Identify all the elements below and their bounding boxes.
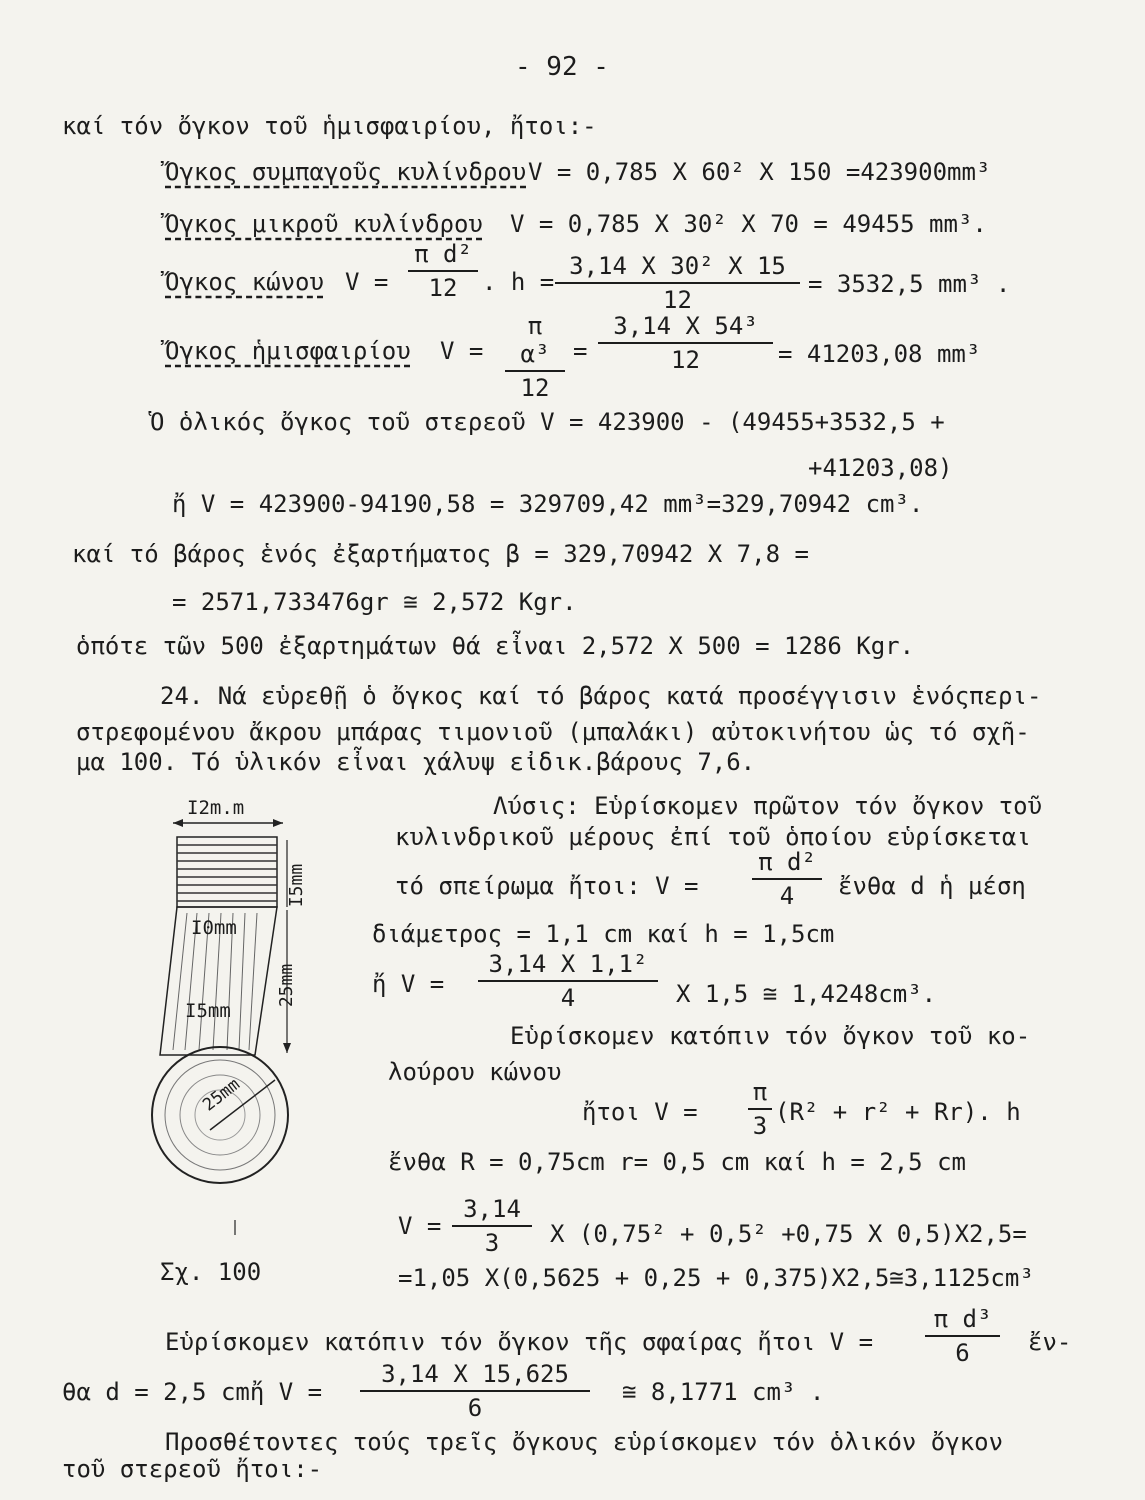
fraction-bar — [555, 282, 800, 284]
fig-dim-15-base: I5mm — [185, 1000, 231, 1022]
vol-cone-result: = 3532,5 mm³ . — [808, 270, 1011, 298]
fraction-denominator: 4 — [779, 882, 795, 910]
vol-cone-fraction-2 — [555, 252, 800, 314]
fraction-denominator: 12 — [671, 346, 700, 374]
fraction-numerator: π α³ — [520, 312, 550, 368]
fraction-numerator: π d³ — [933, 1305, 992, 1333]
fraction-bar — [752, 878, 822, 880]
vol-small-label: Ὄγκος μικροῦ κυλίνδρου — [165, 210, 483, 238]
sol-fraction-314-3 — [452, 1195, 532, 1257]
total-line-3: ἤ V = 423900-94190,58 = 329709,42 mm³=329,70942 cm³. — [172, 490, 924, 518]
fraction-denominator: 3 — [752, 1112, 768, 1140]
sphere-line-1b: ἔν- — [1028, 1328, 1072, 1356]
vol-cone-label: Ὄγκος κώνου — [165, 268, 324, 296]
sol-line-4: διάμετρος = 1,1 cm καί h = 1,5cm — [372, 920, 835, 948]
fraction-bar — [505, 370, 565, 372]
sol-line-5a: ἤ V = — [372, 970, 445, 998]
fraction-bar — [360, 1390, 590, 1392]
sphere-fraction-2 — [360, 1360, 590, 1422]
weight-line-1: καί τό βάρος ἑνός ἐξαρτήματος β = 329,70942 X 7,8 = — [72, 540, 809, 568]
fraction-bar — [478, 980, 658, 982]
sol-line-8a: ἤτοι V = — [582, 1098, 698, 1126]
sol-line-2: κυλινδρικοῦ μέρους ἐπί τοῦ ὁποίου εὑρίσκεται — [395, 823, 1031, 851]
sol-line-3b: ἔνθα d ἡ μέση — [838, 872, 1026, 900]
weight-line-2: = 2571,733476gr ≅ 2,572 Kgr. — [172, 588, 577, 616]
sphere-line-1a: Εὑρίσκομεν κατόπιν τόν ὄγκον τῆς σφαίρας ἤτοι V = — [165, 1328, 874, 1356]
fraction-numerator: π d² — [414, 240, 472, 268]
fraction-denominator: 6 — [467, 1394, 483, 1422]
page-number: - 92 - — [515, 52, 609, 82]
sphere-line-2b: ≅ 8,1771 cm³ . — [622, 1378, 825, 1406]
intro-line: καί τόν ὄγκον τοῦ ἡμισφαιρίου, ἤτοι:- — [62, 112, 597, 140]
vol-hemi-result: = 41203,08 mm³ — [778, 340, 981, 368]
sol-fraction-thread — [752, 848, 822, 910]
sol-line-7: λούρου κώνου — [388, 1058, 562, 1086]
final-line-1: Προσθέτοντες τούς τρεῖς ὄγκους εὑρίσκομεν τόν ὁλικόν ὄγκον — [165, 1428, 1004, 1456]
fraction-bar — [598, 342, 773, 344]
fraction-numerator: 3,14 X 1,1² — [488, 950, 648, 978]
sol-line-10b: X (0,75² + 0,5² +0,75 X 0,5)X2,5= — [550, 1220, 1027, 1248]
sol-line-9: ἔνθα R = 0,75cm r= 0,5 cm καί h = 2,5 cm — [388, 1148, 966, 1176]
fraction-denominator: 12 — [520, 374, 550, 402]
weight-line-3: ὁπότε τῶν 500 ἐξαρτημάτων θά εἶναι 2,572 X 500 = 1286 Kgr. — [76, 632, 915, 660]
fraction-denominator: 3 — [484, 1229, 500, 1257]
fig-dim-15-thread: I5mm — [286, 863, 308, 908]
fig-dim-25-length: 25mm — [276, 963, 298, 1008]
sphere-line-2a: θα d = 2,5 cmἤ V = — [62, 1378, 323, 1406]
sol-line-6: Εὑρίσκομεν κατόπιν τόν ὄγκον τοῦ κο- — [510, 1022, 1031, 1050]
problem-line-2: στρεφομένου ἄκρου μπάρας τιμονιοῦ (μπαλάκι) αὐτοκινήτου ὡς τό σχῆ- — [76, 718, 1030, 746]
fraction-denominator: 4 — [560, 984, 576, 1012]
fraction-denominator: 12 — [663, 286, 692, 314]
fig-dim-top: I2m.m — [187, 797, 245, 819]
vol-cone-h: . h = — [482, 268, 555, 296]
fraction-denominator: 12 — [428, 274, 458, 302]
figure-caption: Σχ. 100 — [160, 1258, 262, 1286]
sol-fraction-cylinder — [478, 950, 658, 1012]
vol-hemi-fraction-1 — [505, 312, 565, 402]
figure-100 — [125, 795, 325, 1235]
total-line-2: +41203,08) — [808, 454, 953, 482]
sol-line-1: Λύσις: Εὑρίσκομεν πρῶτον τόν ὄγκον τοῦ — [493, 792, 1043, 820]
fraction-numerator: π d² — [758, 848, 816, 876]
sol-line-8b: (R² + r² + Rr). h — [775, 1098, 1021, 1126]
vol-small-expr: V = 0,785 X 30² X 70 = 49455 mm³. — [510, 210, 987, 238]
fraction-numerator: 3,14 X 15,625 — [381, 1360, 569, 1388]
vol-hemi-label: Ὄγκος ἡμισφαιρίου — [165, 337, 411, 365]
fraction-numerator: 3,14 X 54³ — [613, 312, 758, 340]
sol-line-5b: X 1,5 ≅ 1,4248cm³. — [676, 980, 937, 1008]
vol-hemi-v: V = — [440, 337, 484, 365]
fraction-bar — [748, 1108, 772, 1110]
fraction-denominator: 6 — [955, 1339, 970, 1367]
fraction-numerator: π — [752, 1078, 768, 1106]
sol-line-10a: V = — [398, 1212, 442, 1240]
fig-dim-ball-radius: 25mm — [199, 1074, 244, 1116]
sol-line-3a: τό σπείρωμα ἤτοι: V = — [395, 872, 699, 900]
fraction-bar — [452, 1225, 532, 1227]
vol-hemi-eq: = — [573, 337, 588, 365]
problem-line-3: μα 100. Τό ὑλικόν εἶναι χάλυψ εἰδικ.βάρους 7,6. — [76, 748, 756, 776]
vol-hemi-fraction-2 — [598, 312, 773, 374]
sol-fraction-pi3 — [748, 1078, 772, 1140]
problem-line-1: 24. Νά εὑρεθῇ ὁ ὄγκος καί τό βάρος κατά προσέγγισιν ἑνόςπερι- — [160, 682, 1042, 710]
fraction-numerator: 3,14 — [463, 1195, 521, 1223]
vol-cyl-expr: V = 0,785 X 60² X 150 =423900mm³ — [528, 158, 991, 186]
total-line-1: Ὁ ὁλικός ὄγκος τοῦ στερεοῦ V = 423900 - (49455+3532,5 + — [150, 408, 945, 436]
final-line-2: τοῦ στερεοῦ ἤτοι:- — [62, 1455, 323, 1483]
fig-dim-10: I0mm — [191, 917, 237, 939]
fraction-numerator: 3,14 X 30² X 15 — [569, 252, 786, 280]
sphere-fraction-1 — [925, 1305, 1000, 1367]
vol-cone-fraction-1 — [408, 240, 478, 302]
fraction-bar — [408, 270, 478, 272]
vol-cone-v: V = — [345, 268, 389, 296]
fraction-bar — [925, 1335, 1000, 1337]
vol-cyl-label: Ὄγκος συμπαγοῦς κυλίνδρου — [165, 158, 527, 186]
sol-line-11: =1,05 X(0,5625 + 0,25 + 0,375)X2,5≅3,1125cm³ — [398, 1264, 1034, 1292]
